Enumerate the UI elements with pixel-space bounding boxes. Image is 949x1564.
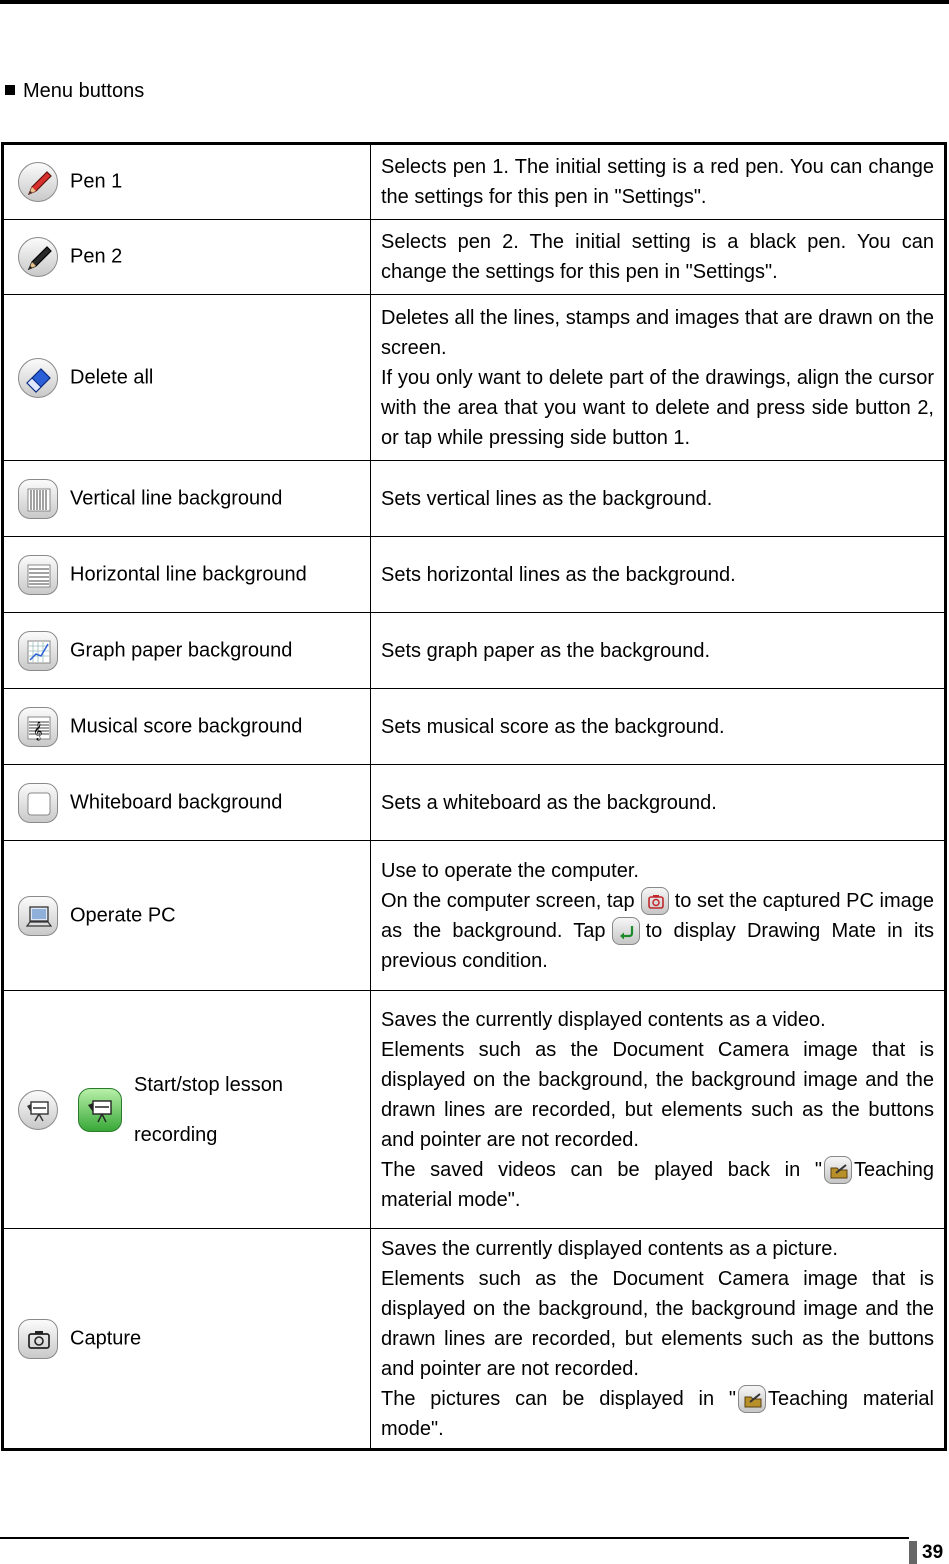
description-cell: Use to operate the computer. On the computer screen, tap to set the captured PC image as the background. Tap to display Drawing Mate in its previous condition. bbox=[371, 841, 946, 991]
table-row bbox=[3, 1229, 946, 1450]
description-cell: Saves the currently displayed contents as a video. Elements such as the Document Camera image that is displayed on the background, the background image and the drawn lines are recorded, but elements such as the buttons and pointer are not recorded. The saved videos can be played back in " Teaching material mode". bbox=[371, 991, 946, 1229]
button-cell: Capture bbox=[3, 1229, 371, 1450]
table-row bbox=[3, 765, 946, 841]
description-cell: Sets vertical lines as the background. bbox=[371, 461, 946, 537]
pen-red-icon[interactable] bbox=[18, 162, 58, 202]
teaching-material-icon[interactable] bbox=[738, 1385, 766, 1413]
button-cell: Delete all bbox=[3, 295, 371, 461]
page-marker bbox=[909, 1541, 917, 1564]
teaching-material-icon[interactable] bbox=[824, 1156, 852, 1184]
svg-text:𝄞: 𝄞 bbox=[33, 720, 43, 740]
button-cell: Vertical line background bbox=[3, 461, 371, 537]
vertical-lines-icon[interactable] bbox=[18, 479, 58, 519]
button-cell: Pen 2 bbox=[3, 220, 371, 295]
description-cell: Selects pen 1. The initial setting is a red pen. You can change the settings for this pen in "Settings". bbox=[371, 144, 946, 220]
table-row bbox=[3, 841, 946, 991]
description-cell: Sets graph paper as the background. bbox=[371, 613, 946, 689]
top-rule bbox=[0, 0, 949, 4]
square-bullet-icon bbox=[5, 85, 15, 95]
projector-icon[interactable] bbox=[18, 1090, 58, 1130]
musical-score-icon[interactable] bbox=[18, 707, 58, 747]
graph-paper-icon[interactable] bbox=[18, 631, 58, 671]
table-row bbox=[3, 220, 946, 295]
table-row bbox=[3, 613, 946, 689]
button-cell: 𝄞 Musical score background bbox=[3, 689, 371, 765]
button-cell: Horizontal line background bbox=[3, 537, 371, 613]
capture-pc-icon[interactable] bbox=[641, 887, 669, 915]
pen-black-icon[interactable] bbox=[18, 237, 58, 277]
button-cell: Pen 1 bbox=[3, 144, 371, 220]
description-cell: Sets musical score as the background. bbox=[371, 689, 946, 765]
bottom-rule bbox=[0, 1537, 909, 1539]
button-cell: Start/stop lesson recording bbox=[3, 991, 371, 1229]
description-cell: Sets horizontal lines as the background. bbox=[371, 537, 946, 613]
button-cell: Whiteboard background bbox=[3, 765, 371, 841]
section-title: Menu buttons bbox=[5, 80, 144, 103]
description-cell: Sets a whiteboard as the background. bbox=[371, 765, 946, 841]
table-row bbox=[3, 461, 946, 537]
camera-icon[interactable] bbox=[18, 1319, 58, 1359]
table-row bbox=[3, 991, 946, 1229]
description-cell: Selects pen 2. The initial setting is a black pen. You can change the settings for this pen in "Settings". bbox=[371, 220, 946, 295]
description-cell: Deletes all the lines, stamps and images that are drawn on the screen. If you only want to delete part of the drawings, align the cursor with the area that you want to delete and press side button 2, or tap while pressing side button 1. bbox=[371, 295, 946, 461]
table-row bbox=[3, 537, 946, 613]
description-cell: Saves the currently displayed contents as a picture. Elements such as the Document Camera image that is displayed on the background, the background image and the drawn lines are recorded, but elements such as the buttons and pointer are not recorded. The pictures can be displayed in " Teaching material mode". bbox=[371, 1229, 946, 1450]
table-row bbox=[3, 144, 946, 220]
return-icon[interactable] bbox=[612, 917, 640, 945]
projector-active-icon[interactable] bbox=[78, 1088, 122, 1132]
page-number: 39 bbox=[922, 1542, 944, 1563]
table-row bbox=[3, 295, 946, 461]
menu-buttons-table bbox=[1, 142, 947, 1451]
horizontal-lines-icon[interactable] bbox=[18, 555, 58, 595]
button-cell: Operate PC bbox=[3, 841, 371, 991]
eraser-icon[interactable] bbox=[18, 358, 58, 398]
computer-icon[interactable] bbox=[18, 896, 58, 936]
button-cell: Graph paper background bbox=[3, 613, 371, 689]
whiteboard-icon[interactable] bbox=[18, 783, 58, 823]
table-row bbox=[3, 689, 946, 765]
